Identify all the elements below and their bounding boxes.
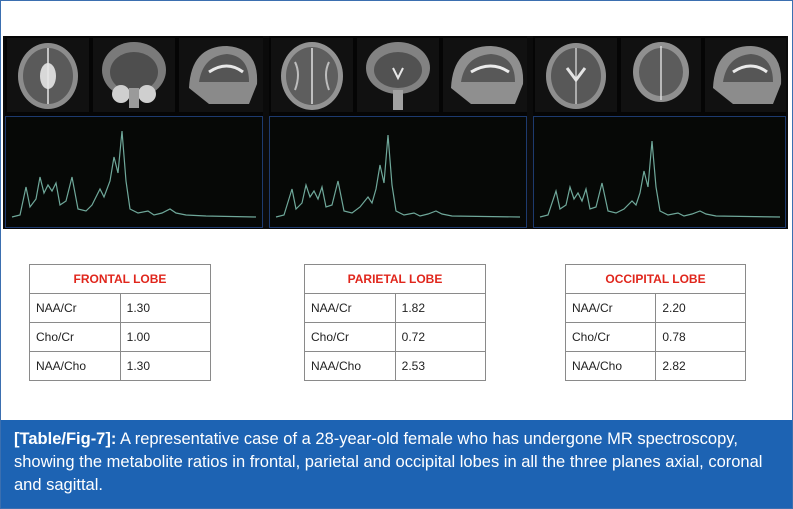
table-row <box>566 323 746 352</box>
table-title: FRONTAL LOBE <box>30 265 211 294</box>
coronal-scan-image <box>93 38 175 112</box>
metric-value: 2.53 <box>395 352 485 381</box>
metric-label: Cho/Cr <box>305 323 396 352</box>
frontal-lobe-table <box>29 264 211 381</box>
table-row <box>30 294 211 323</box>
table-row <box>566 352 746 381</box>
coronal-scan-image <box>621 38 701 112</box>
occipital-lobe-panel <box>533 36 786 229</box>
occipital-spectrum <box>533 116 786 228</box>
metric-value: 2.20 <box>656 294 746 323</box>
parietal-spectrum <box>269 116 527 228</box>
metric-value: 1.82 <box>395 294 485 323</box>
table-row <box>566 294 746 323</box>
metric-value: 1.30 <box>120 294 210 323</box>
coronal-scan-image <box>357 38 439 112</box>
metric-label: NAA/Cho <box>305 352 396 381</box>
table-row <box>305 294 486 323</box>
figure-label: [Table/Fig-7]: <box>14 430 117 448</box>
metric-label: Cho/Cr <box>566 323 656 352</box>
metric-value: 1.00 <box>120 323 210 352</box>
metric-value: 2.82 <box>656 352 746 381</box>
metric-value: 0.78 <box>656 323 746 352</box>
axial-scan-image <box>271 38 353 112</box>
figure-caption <box>1 420 792 508</box>
parietal-lobe-table <box>304 264 486 381</box>
table-row <box>30 323 211 352</box>
table-row <box>305 352 486 381</box>
parietal-lobe-panel <box>269 36 527 229</box>
metric-label: NAA/Cr <box>566 294 656 323</box>
table-title: OCCIPITAL LOBE <box>566 265 746 294</box>
axial-scan-image <box>7 38 89 112</box>
metric-label: NAA/Cho <box>566 352 656 381</box>
frontal-spectrum <box>5 116 263 228</box>
sagittal-scan-image <box>443 38 527 112</box>
table-row <box>305 323 486 352</box>
metric-value: 1.30 <box>120 352 210 381</box>
metric-label: NAA/Cr <box>305 294 396 323</box>
occipital-lobe-table <box>565 264 746 381</box>
table-title: PARIETAL LOBE <box>305 265 486 294</box>
table-row <box>30 352 211 381</box>
metric-label: Cho/Cr <box>30 323 121 352</box>
metric-value: 0.72 <box>395 323 485 352</box>
caption-text: A representative case of a 28-year-old female who has undergone MR spectroscopy, showing the metabolite ratios in frontal, parietal and occipital lobes in all the three planes axial, coronal and sagittal. <box>14 430 763 494</box>
frontal-lobe-panel <box>5 36 263 229</box>
axial-scan-image <box>535 38 617 112</box>
sagittal-scan-image <box>705 38 786 112</box>
metric-label: NAA/Cr <box>30 294 121 323</box>
sagittal-scan-image <box>179 38 263 112</box>
mrs-image-strip <box>3 36 788 229</box>
metric-label: NAA/Cho <box>30 352 121 381</box>
